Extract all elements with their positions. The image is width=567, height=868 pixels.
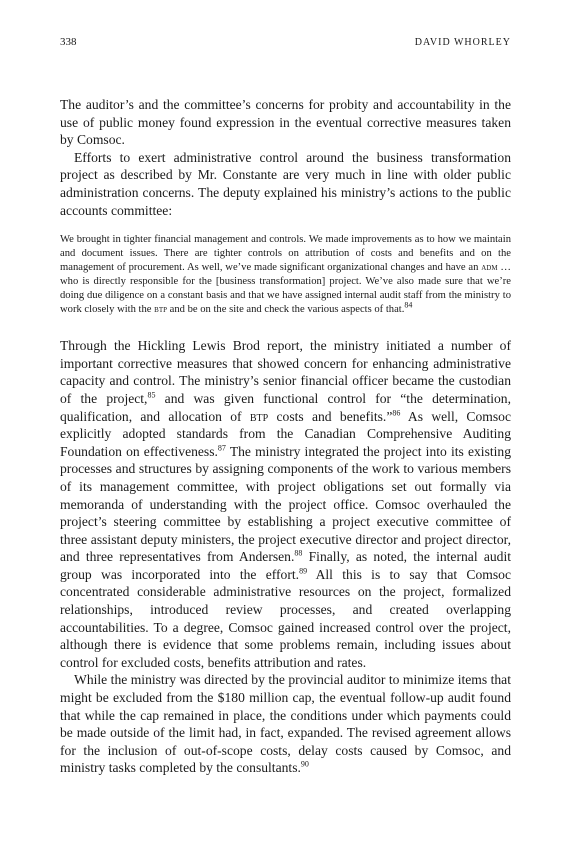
para3-text-7: All this is to say that Comsoc concentrated considerable administrative resources on the project, formalized relationships, introduced review processes, and created overlapping accountabilities. To a degree, Comsoc gained increased control over the project, although there is evidence that some problems remain, including issues about control for excluded costs, benefits attribution and rates.	[60, 566, 511, 670]
footnote-ref-86[interactable]: 86	[392, 408, 401, 417]
quote-text-1: We brought in tighter financial management and controls. We made improvements as to how we maintain and document issues. There are tighter controls on attribution of costs and benefits and on the management of procurement. As well, we’ve made significant organizational changes and have an	[60, 234, 511, 274]
quote-text-3: and be on the site and check the various aspects of that.	[167, 304, 405, 316]
para3-text-2: and was given functional control for “the determination, qualification, and allocation of	[60, 390, 511, 424]
block-quote	[60, 233, 511, 317]
para3-abbr-btp: btp	[249, 408, 269, 424]
para3-text-1: Through the Hickling Lewis Brod report, the ministry initiated a number of important corrective measures that showed concern for enhancing administrative capacity and control. The ministry’s senior financial officer became the custodian of the project,	[60, 338, 511, 406]
para3-text-5: The ministry integrated the project into its existing processes and structures by assigning components of the work to various members of its management committee, with project obligations set out formally via memoranda of understanding with the project office. Comsoc overhauled the project’s steering committee by establishing a project executive committee of three assistant deputy ministers, the project executive director and project director, and three representatives from Andersen.	[60, 443, 512, 565]
footnote-ref-90[interactable]: 90	[300, 759, 309, 769]
footnote-ref-88[interactable]: 88	[294, 548, 303, 558]
para4-text-1: While the ministry was directed by the provincial auditor to minimize items that might be excluded from the $180 million cap, the eventual follow-up audit found that while the cap remained in place, the conditions under which payments could be made outside of the limit had, in fact, expanded. The revised agreement allows for the inclusion of out-of-scope costs, delay costs caused by Comsoc, and ministry tasks completed by the consultants.	[60, 672, 511, 776]
book-page	[60, 36, 511, 777]
quote-abbr-btp: btp	[154, 304, 167, 316]
footnote-ref-85[interactable]: 85	[147, 390, 156, 400]
paragraph-2: Efforts to exert administrative control around the business transformation project as described by Mr. Constante are very much in line with older public administration concerns. The deputy explained his ministry’s actions to the public accounts committee:	[60, 149, 511, 218]
running-header	[60, 36, 511, 52]
quote-text-2: … who is directly responsible for the [business transformation] project. We’ve also made sure that we’re doing due diligence on a constant basis and that we have assigned internal audit staff from the ministry to work closely with the	[60, 262, 511, 316]
footnote-ref-87[interactable]: 87	[217, 443, 226, 453]
block-quote-text	[60, 233, 511, 317]
para3-text-3: costs and benefits.”	[268, 408, 393, 424]
paragraph-4	[60, 671, 511, 777]
paragraph-3	[60, 337, 511, 671]
para3-text-6: Finally, as noted, the internal audit group was incorporated into the effort.	[60, 549, 512, 582]
footnote-ref-89[interactable]: 89	[299, 566, 308, 576]
page-number: 338	[60, 36, 77, 48]
para3-text-4: As well, Comsoc explicitly adopted standards from the Canadian Comprehensive Auditing Foundation on effectiveness.	[60, 408, 511, 459]
paragraph-1: The auditor’s and the committee’s concerns for probity and accountability in the use of public money found expression in the eventual corrective measures taken by Comsoc.	[60, 97, 511, 148]
quote-abbr-adm: adm	[481, 262, 498, 274]
running-head-author: DAVID WHORLEY	[414, 37, 511, 48]
footnote-ref-84[interactable]: 84	[404, 300, 413, 310]
